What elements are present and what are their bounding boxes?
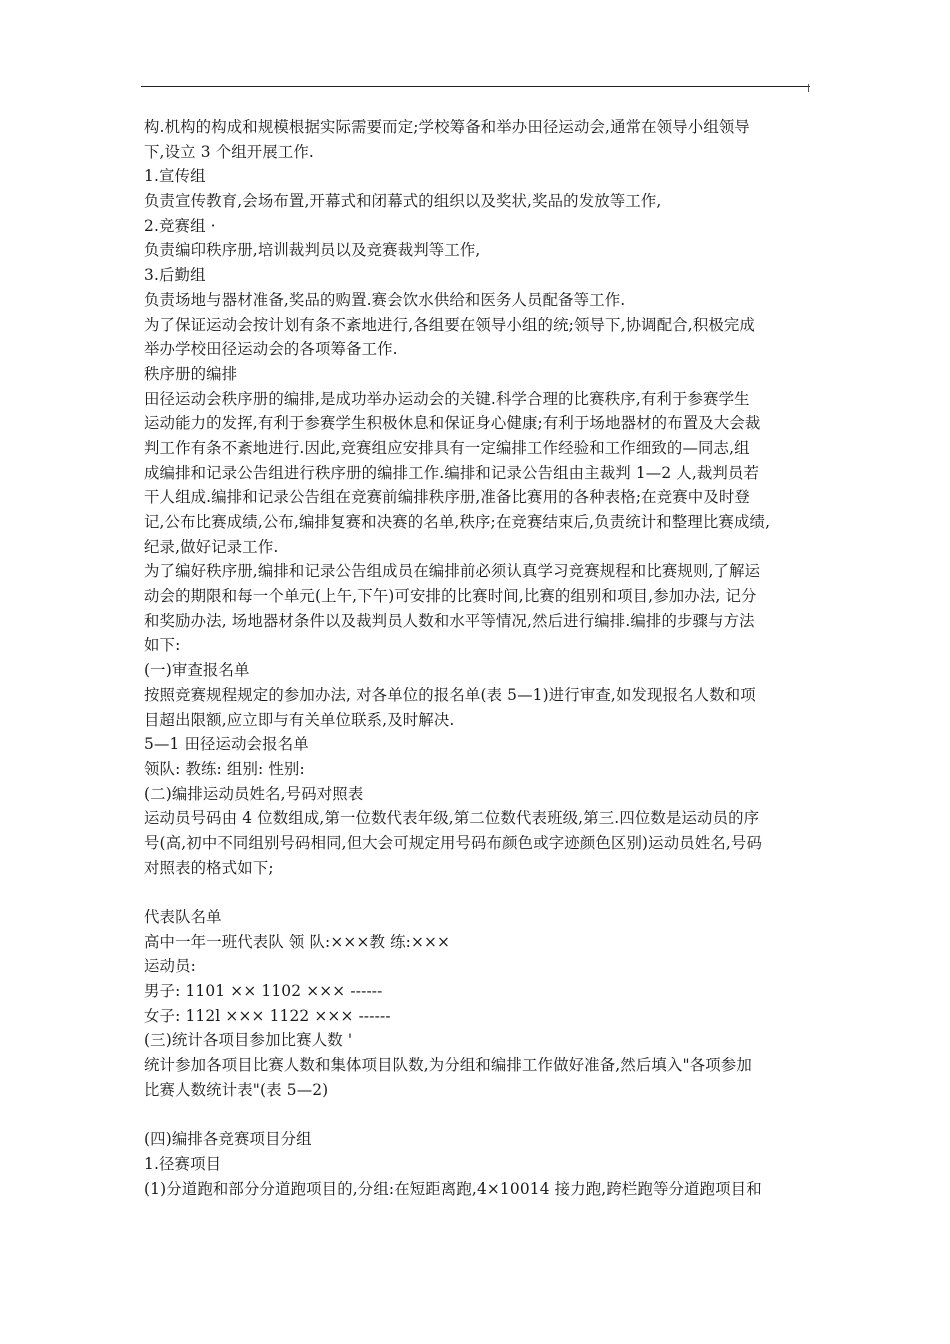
text-line: (三)统计各项目参加比赛人数 ' [144,1031,353,1050]
text-line: 记,公布比赛成绩,公布,编排复赛和决赛的名单,秩序;在竞赛结束后,负责统计和整理比赛成绩, [144,513,771,531]
text-line: 纪录,做好记录工作. [144,537,279,556]
text-line: 动会的期限和每一个单元(上午,下午)可安排的比赛时间,比赛的组别和项目,参加办法, 记分 [144,587,757,606]
text-line: 2.竞赛组 · [144,216,216,235]
text-line: 代表队名单 [144,908,222,926]
blank-line [144,880,810,905]
text-line: 下,设立 3 个组开展工作. [144,142,314,161]
text-line: 1.宣传组 [144,167,206,186]
header-rule-tick [808,84,809,92]
text-line: 和奖励办法, 场地器材条件以及裁判员人数和水平等情况,然后进行编排.编排的步骤与方法 [144,611,755,630]
text-line: (四)编排各竞赛项目分组 [144,1130,312,1149]
text-line: 5—1 田径运动会报名单 [144,735,309,754]
text-line: (1)分道跑和部分分道跑项目的,分组:在短距离跑,4×10014 接力跑,跨栏跑等分道跑项目和 [144,1179,762,1198]
text-line: 高中一年一班代表队 领 队:×××教 练:××× [144,932,451,951]
text-line: 负责编印秩序册,培训裁判员以及竞赛裁判等工作, [144,241,481,260]
text-line: 成编排和记录公告组进行秩序册的编排工作.编排和记录公告组由主裁判 1—2 人,裁判员若 [144,463,760,482]
text-line: 统计参加各项目比赛人数和集体项目队数,为分组和编排工作做好准备,然后填入"各项参加 [144,1056,752,1075]
text-line: 如下: [144,636,181,655]
text-line: 负责场地与器材准备,奖品的购置.赛会饮水供给和医务人员配备等工作. [144,290,626,309]
text-line: (一)审查报名单 [144,661,250,680]
header-rule [141,86,810,87]
text-line: 男子: 1101 ×× 1102 ××× ------ [144,982,383,1001]
text-line: 为了编好秩序册,编排和记录公告组成员在编排前必须认真学习竞赛规程和比赛规则,了解运 [144,562,761,581]
blank-line [144,1103,810,1128]
text-line: 女子: 112l ××× 1122 ××× ------ [144,1006,391,1025]
text-line: 负责宣传教育,会场布置,开幕式和闭幕式的组织以及奖状,奖品的发放等工作, [144,192,662,211]
text-line: 运动员: [144,957,196,976]
text-line: 田径运动会秩序册的编排,是成功举办运动会的关键.科学合理的比赛秩序,有利于参赛学生 [144,389,750,408]
text-line: 按照竞赛规程规定的参加办法, 对各单位的报名单(表 5—1)进行审查,如发现报名人数和项 [144,685,756,704]
text-line: 为了保证运动会按计划有条不紊地进行,各组要在领导小组的统;领导下,协调配合,积极完成 [144,315,756,334]
text-line: 干人组成.编排和记录公告组在竞赛前编排秩序册,准备比赛用的各种表格;在竞赛中及时登 [144,488,750,507]
text-line: 运动能力的发挥,有利于参赛学生积极休息和保证身心健康;有利于场地器材的布置及大会裁 [144,414,761,433]
text-line: 比赛人数统计表"(表 5—2) [144,1080,329,1099]
text-line: 领队: 教练: 组别: 性别: [144,759,305,778]
text-line: 构.机构的构成和规模根据实际需要而定;学校筹备和举办田径运动会,通常在领导小组领导 [144,118,750,136]
text-line: 目超出限额,应立即与有关单位联系,及时解决. [144,710,455,729]
text-line: 举办学校田径运动会的各项筹备工作. [144,340,398,359]
text-line: 3.后勤组 [144,266,206,285]
text-line: 秩序册的编排 [144,364,238,383]
text-line: 判工作有条不紊地进行.因此,竞赛组应安排具有一定编排工作经验和工作细致的—同志,组 [144,438,750,457]
text-line: 运动员号码由 4 位数组成,第一位数代表年级,第二位数代表班级,第三.四位数是运动员的序 [144,809,760,828]
text-line: 对照表的格式如下; [144,858,274,877]
text-line: 1.径赛项目 [144,1154,222,1173]
text-line: 号(高,初中不同组别号码相同,但大会可规定用号码布颜色或字迹颜色区别)运动员姓名,号码 [144,833,762,852]
document-body [144,115,810,1201]
text-line: (二)编排运动员姓名,号码对照表 [144,784,364,803]
